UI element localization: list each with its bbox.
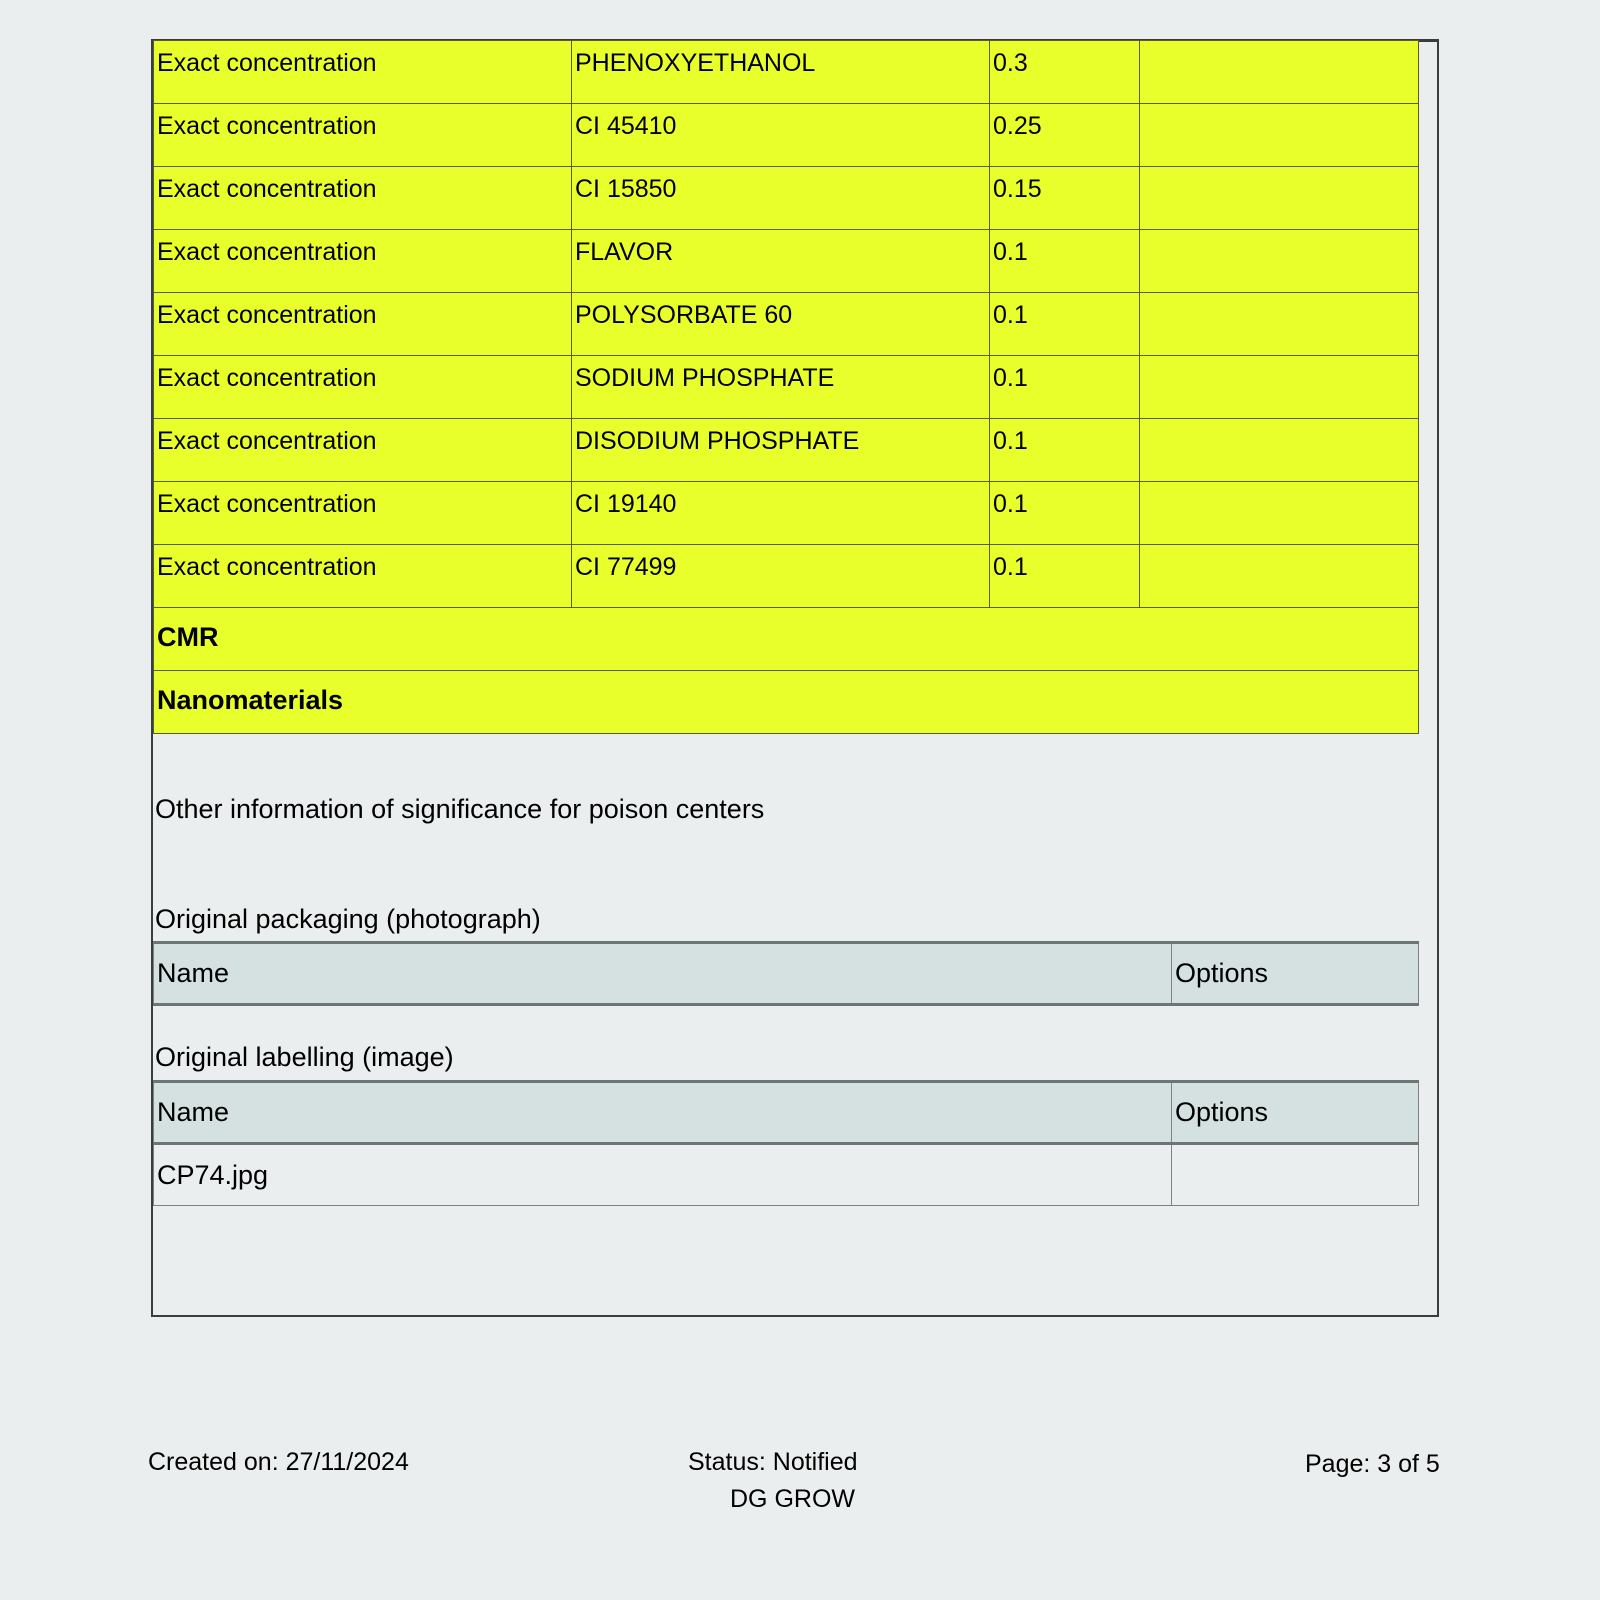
- concentration-type-cell: Exact concentration: [154, 167, 572, 230]
- extra-cell: [1140, 545, 1419, 608]
- labelling-table: [153, 1080, 1419, 1206]
- concentration-value-cell: 0.1: [990, 419, 1140, 482]
- concentration-value-cell: 0.1: [990, 545, 1140, 608]
- table-row: [154, 41, 1419, 104]
- ingredient-cell: CI 15850: [572, 167, 990, 230]
- section-row: [154, 671, 1419, 734]
- labelling-label: Original labelling (image): [155, 1042, 454, 1072]
- extra-cell: [1140, 104, 1419, 167]
- page-number: Page: 3 of 5: [1305, 1450, 1440, 1478]
- ingredient-cell: CI 77499: [572, 545, 990, 608]
- table-row: [154, 482, 1419, 545]
- concentration-value-cell: 0.1: [990, 230, 1140, 293]
- concentration-value-cell: 0.3: [990, 41, 1140, 104]
- extra-cell: [1140, 356, 1419, 419]
- concentration-type-cell: Exact concentration: [154, 545, 572, 608]
- packaging-label: Original packaging (photograph): [155, 904, 541, 934]
- concentration-type-cell: Exact concentration: [154, 230, 572, 293]
- created-date: Created on: 27/11/2024: [148, 1448, 409, 1476]
- column-header-options[interactable]: Options: [1172, 1082, 1419, 1144]
- extra-cell: [1140, 41, 1419, 104]
- concentration-table: [153, 40, 1419, 734]
- status-text: Status: Notified: [688, 1448, 858, 1476]
- extra-cell: [1140, 293, 1419, 356]
- concentration-value-cell: 0.15: [990, 167, 1140, 230]
- table-row: [154, 1144, 1419, 1206]
- ingredient-cell: CI 45410: [572, 104, 990, 167]
- concentration-value-cell: 0.1: [990, 356, 1140, 419]
- organization-text: DG GROW: [730, 1485, 855, 1513]
- section-heading-nanomaterials: Nanomaterials: [154, 671, 1419, 734]
- table-row: [154, 545, 1419, 608]
- extra-cell: [1140, 167, 1419, 230]
- column-header-name[interactable]: Name: [154, 943, 1172, 1005]
- concentration-type-cell: Exact concentration: [154, 293, 572, 356]
- ingredient-cell: POLYSORBATE 60: [572, 293, 990, 356]
- concentration-type-cell: Exact concentration: [154, 419, 572, 482]
- table-row: [154, 167, 1419, 230]
- packaging-table: [153, 941, 1419, 1006]
- ingredient-cell: CI 19140: [572, 482, 990, 545]
- concentration-value-cell: 0.25: [990, 104, 1140, 167]
- extra-cell: [1140, 230, 1419, 293]
- options-cell[interactable]: [1172, 1144, 1419, 1206]
- concentration-type-cell: Exact concentration: [154, 104, 572, 167]
- concentration-type-cell: Exact concentration: [154, 356, 572, 419]
- other-info-label: Other information of significance for poison centers: [155, 794, 765, 824]
- column-header-name[interactable]: Name: [154, 1082, 1172, 1144]
- table-row: [154, 293, 1419, 356]
- file-name-cell[interactable]: CP74.jpg: [154, 1144, 1172, 1206]
- section-row: [154, 608, 1419, 671]
- table-header-row: [154, 943, 1419, 1005]
- section-heading-cmr: CMR: [154, 608, 1419, 671]
- table-row: [154, 356, 1419, 419]
- column-header-options[interactable]: Options: [1172, 943, 1419, 1005]
- extra-cell: [1140, 482, 1419, 545]
- ingredient-cell: DISODIUM PHOSPHATE: [572, 419, 990, 482]
- concentration-value-cell: 0.1: [990, 293, 1140, 356]
- table-row: [154, 419, 1419, 482]
- extra-cell: [1140, 419, 1419, 482]
- table-row: [154, 230, 1419, 293]
- table-header-row: [154, 1082, 1419, 1144]
- ingredient-cell: PHENOXYETHANOL: [572, 41, 990, 104]
- ingredient-cell: SODIUM PHOSPHATE: [572, 356, 990, 419]
- ingredient-cell: FLAVOR: [572, 230, 990, 293]
- table-row: [154, 104, 1419, 167]
- concentration-type-cell: Exact concentration: [154, 482, 572, 545]
- concentration-value-cell: 0.1: [990, 482, 1140, 545]
- concentration-type-cell: Exact concentration: [154, 41, 572, 104]
